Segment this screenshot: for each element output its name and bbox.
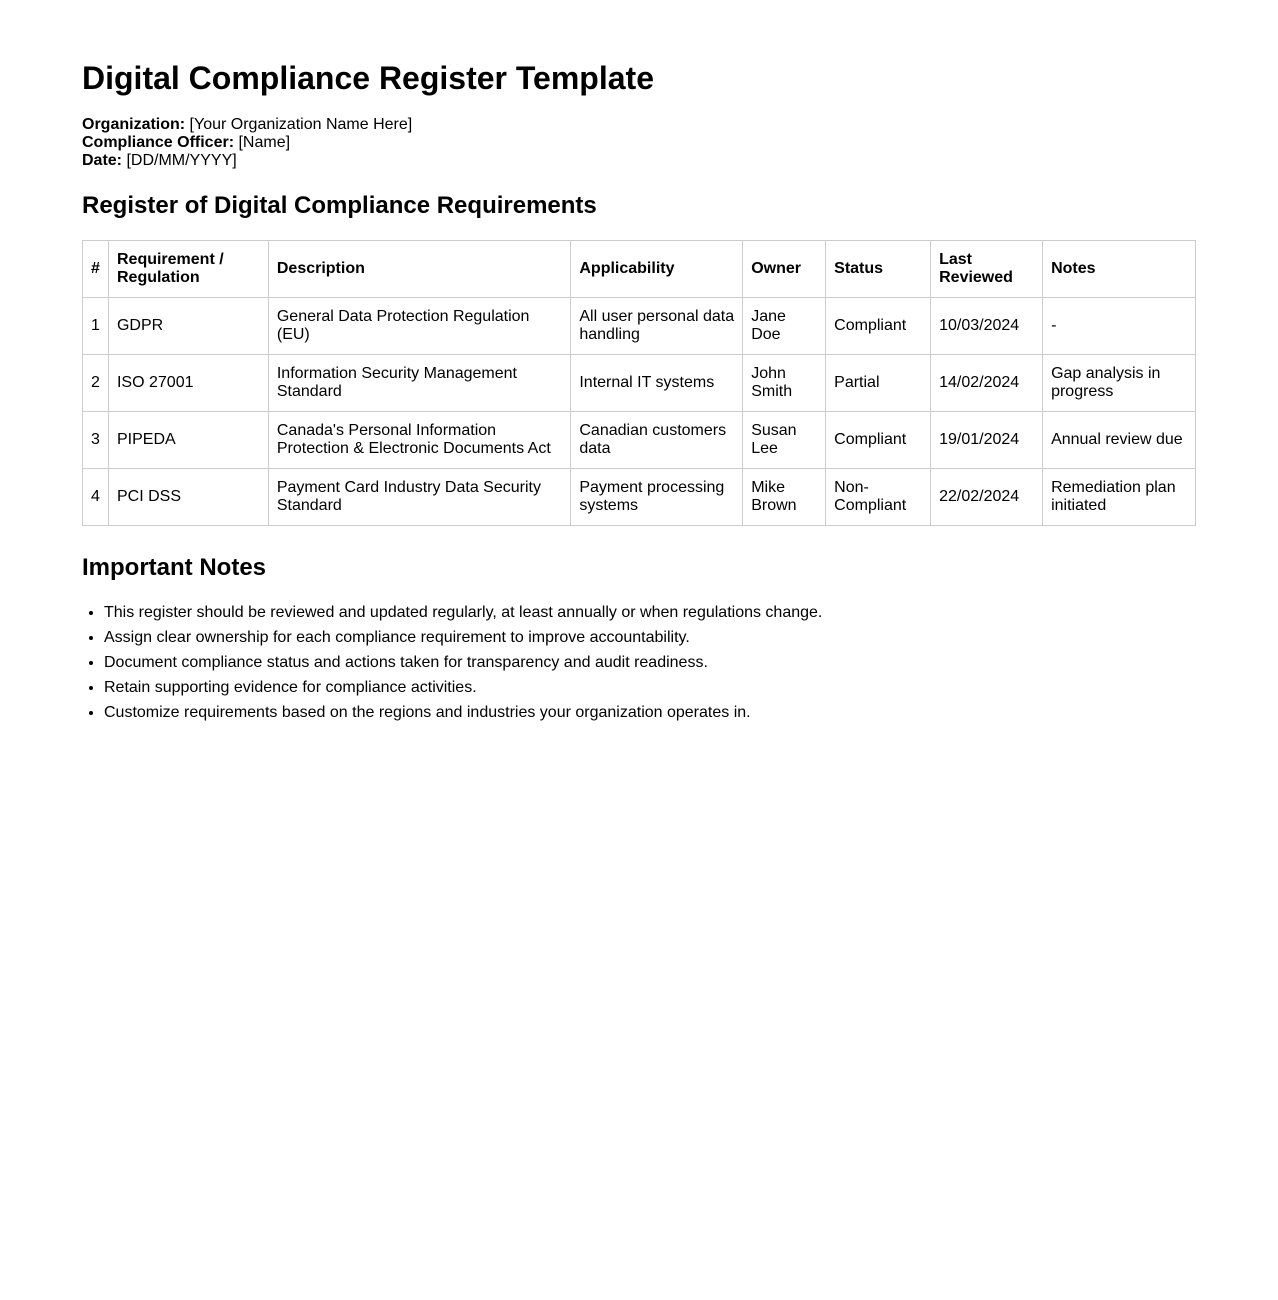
table-row <box>83 355 1196 412</box>
row-requirement: GDPR <box>108 298 268 355</box>
row-description: General Data Protection Regulation (EU) <box>268 298 571 355</box>
table-row <box>83 412 1196 469</box>
row-owner: Jane Doe <box>743 298 826 355</box>
list-item: • Customize requirements based on the regions and industries your organization operates in. <box>104 700 1196 725</box>
row-owner: Susan Lee <box>743 412 826 469</box>
organization-line <box>82 116 1196 134</box>
column-header-last-reviewed: Last Reviewed <box>931 241 1043 298</box>
table-row <box>83 469 1196 526</box>
row-notes: Gap analysis in progress <box>1043 355 1196 412</box>
list-item: • Retain supporting evidence for compliance activities. <box>104 675 1196 700</box>
row-number: 4 <box>83 469 109 526</box>
row-description: Canada's Personal Information Protection & Electronic Documents Act <box>268 412 571 469</box>
row-status: Compliant <box>826 412 931 469</box>
row-notes: Annual review due <box>1043 412 1196 469</box>
column-header-description: Description <box>268 241 571 298</box>
important-notes-heading: Important Notes <box>82 554 267 581</box>
row-last-reviewed: 14/02/2024 <box>931 355 1043 412</box>
column-header-owner: Owner <box>743 241 826 298</box>
row-requirement: PCI DSS <box>108 469 268 526</box>
row-description: Payment Card Industry Data Security Standard <box>268 469 571 526</box>
organization-value: [Your Organization Name Here] <box>185 116 413 133</box>
row-number: 2 <box>83 355 109 412</box>
register-heading: Register of Digital Compliance Requirements <box>82 192 597 219</box>
row-last-reviewed: 19/01/2024 <box>931 412 1043 469</box>
date-value: [DD/MM/YYYY] <box>122 152 237 169</box>
row-status: Partial <box>826 355 931 412</box>
row-status: Non-Compliant <box>826 469 931 526</box>
column-header-requirement: Requirement / Regulation <box>108 241 268 298</box>
organization-label: Organization: <box>82 116 186 133</box>
table-header-row <box>83 241 1196 298</box>
row-applicability: Canadian customers data <box>571 412 743 469</box>
column-header-number: # <box>83 241 109 298</box>
officer-label: Compliance Officer: <box>82 134 235 151</box>
list-item: • Document compliance status and actions taken for transparency and audit readiness. <box>104 650 1196 675</box>
row-applicability: All user personal data handling <box>571 298 743 355</box>
date-line <box>82 152 1196 170</box>
date-label: Date: <box>82 152 123 169</box>
row-description: Information Security Management Standard <box>268 355 571 412</box>
row-applicability: Internal IT systems <box>571 355 743 412</box>
row-owner: Mike Brown <box>743 469 826 526</box>
row-last-reviewed: 10/03/2024 <box>931 298 1043 355</box>
important-notes-list <box>82 600 1196 725</box>
row-notes: Remediation plan initiated <box>1043 469 1196 526</box>
officer-line <box>82 134 1196 152</box>
list-item: • Assign clear ownership for each compliance requirement to improve accountability. <box>104 625 1196 650</box>
officer-value: [Name] <box>234 134 291 151</box>
row-owner: John Smith <box>743 355 826 412</box>
row-number: 1 <box>83 298 109 355</box>
column-header-notes: Notes <box>1043 241 1196 298</box>
row-notes: - <box>1043 298 1196 355</box>
column-header-applicability: Applicability <box>571 241 743 298</box>
table-row <box>83 298 1196 355</box>
compliance-register-table <box>82 240 1196 526</box>
row-requirement: ISO 27001 <box>108 355 268 412</box>
row-last-reviewed: 22/02/2024 <box>931 469 1043 526</box>
row-number: 3 <box>83 412 109 469</box>
page-title: Digital Compliance Register Template <box>82 60 654 96</box>
row-requirement: PIPEDA <box>108 412 268 469</box>
row-status: Compliant <box>826 298 931 355</box>
row-applicability: Payment processing systems <box>571 469 743 526</box>
column-header-status: Status <box>826 241 931 298</box>
list-item: • This register should be reviewed and updated regularly, at least annually or when regulations change. <box>104 600 1196 625</box>
document-meta <box>82 116 1196 170</box>
